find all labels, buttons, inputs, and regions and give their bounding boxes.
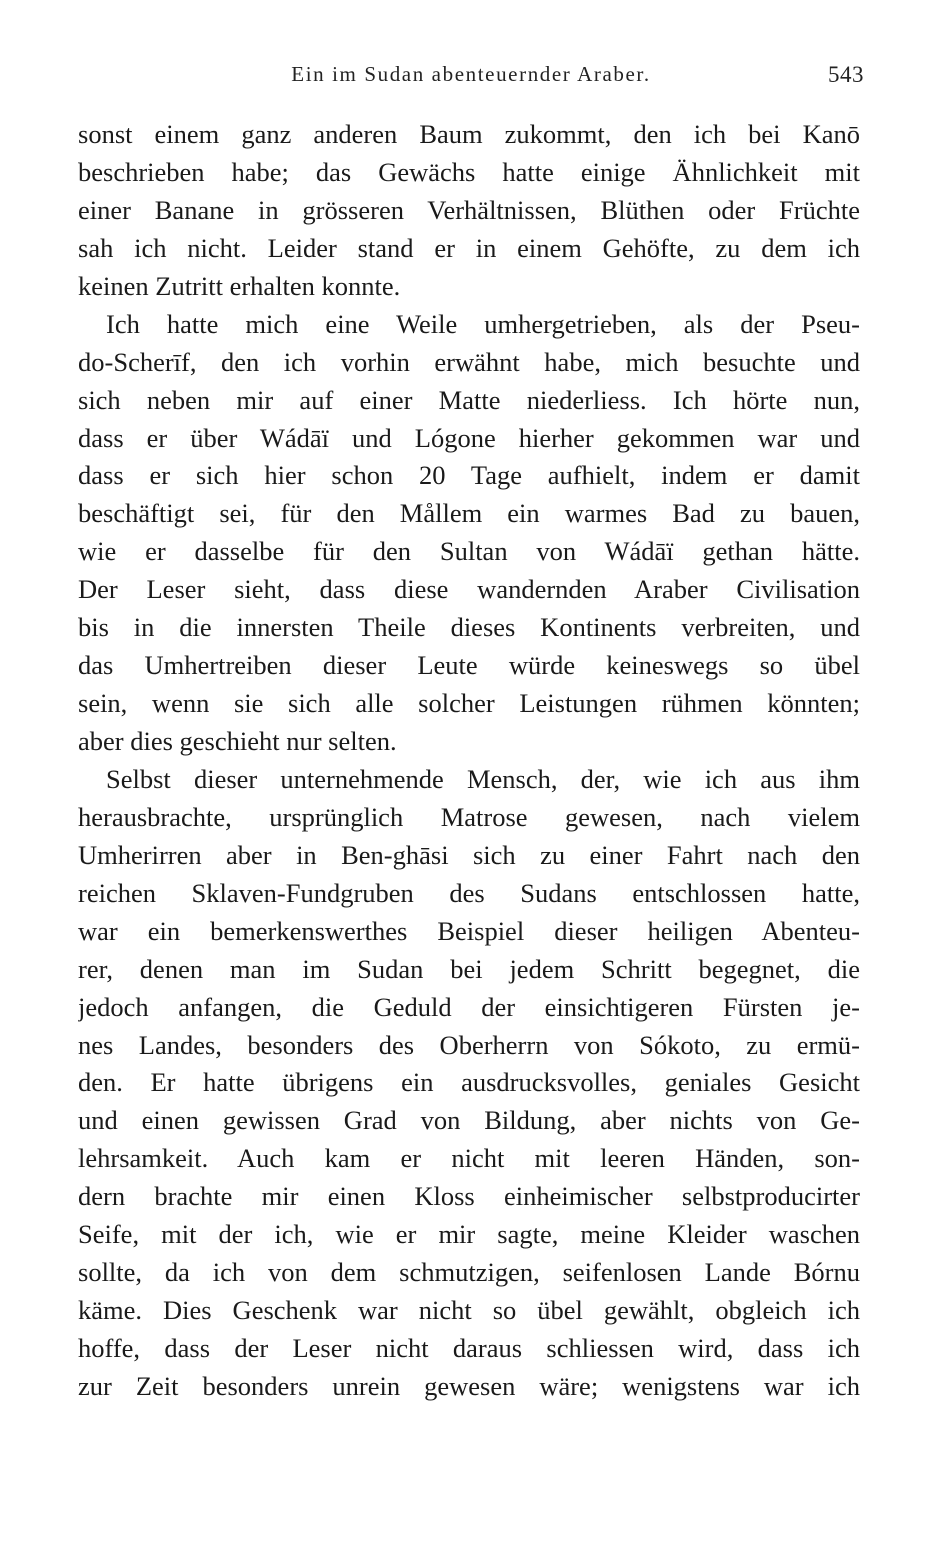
text-line: dern brachte mir einen Kloss einheimischer selbstproducirter <box>78 1181 860 1212</box>
text-line: sich neben mir auf einer Matte niederliess. Ich hörte nun, <box>78 384 860 415</box>
text-line: do-Scherīf, den ich vorhin erwähnt habe, mich besuchte und <box>78 346 860 377</box>
text-line: beschrieben habe; das Gewächs hatte einige Ähnlichkeit mit <box>78 156 860 187</box>
text-line: zur Zeit besonders unrein gewesen wäre; wenigstens war ich <box>78 1370 860 1401</box>
text-line: beschäftigt sei, für den Mållem ein warmes Bad zu bauen, <box>78 498 860 529</box>
text-line: den. Er hatte übrigens ein ausdrucksvolles, geniales Gesicht <box>78 1067 860 1098</box>
text-line: Selbst dieser unternehmende Mensch, der, wie ich aus ihm <box>106 763 860 794</box>
text-line: sonst einem ganz anderen Baum zukommt, den ich bei Kanō <box>78 119 860 149</box>
page-header <box>78 62 864 92</box>
text-line: sein, wenn sie sich alle solcher Leistungen rühmen könnten; <box>78 688 860 719</box>
text-line: einer Banane in grösseren Verhältnissen, Blüthen oder Früchte <box>78 194 860 225</box>
text-line: war ein bemerkenswerthes Beispiel dieser heiligen Abenteu- <box>78 915 860 946</box>
text-line: dass er über Wádāï und Lógone hierher gekommen war und <box>78 422 860 453</box>
page-number: 543 <box>828 62 864 87</box>
text-line: Umherirren aber in Ben-ghāsi sich zu einer Fahrt nach den <box>78 839 860 870</box>
text-line: herausbrachte, ursprünglich Matrose gewesen, nach vielem <box>78 801 860 832</box>
text-line: keinen Zutritt erhalten konnte. <box>78 270 401 301</box>
text-line: käme. Dies Geschenk war nicht so übel gewählt, obgleich ich <box>78 1295 860 1326</box>
text-line: sah ich nicht. Leider stand er in einem Gehöfte, zu dem ich <box>78 232 860 263</box>
text-line: Der Leser sieht, dass diese wandernden Araber Civilisation <box>78 574 860 605</box>
text-line: und einen gewissen Grad von Bildung, aber nichts von Ge- <box>78 1105 860 1136</box>
text-line: lehrsamkeit. Auch kam er nicht mit leeren Händen, son- <box>78 1143 860 1174</box>
text-line: aber dies geschieht nur selten. <box>78 726 397 756</box>
text-line: dass er sich hier schon 20 Tage aufhielt, indem er damit <box>78 460 860 491</box>
text-line: nes Landes, besonders des Oberherrn von Sókoto, zu ermü- <box>78 1029 860 1060</box>
text-line: bis in die innersten Theile dieses Kontinents verbreiten, und <box>78 612 860 643</box>
body-text <box>78 116 860 1406</box>
text-line: sollte, da ich von dem schmutzigen, seifenlosen Lande Bórnu <box>78 1257 860 1288</box>
text-line: wie er dasselbe für den Sultan von Wádāï gethan hätte. <box>78 536 860 567</box>
text-line: jedoch anfangen, die Geduld der einsichtigeren Fürsten je- <box>78 991 860 1022</box>
text-line: reichen Sklaven-Fundgruben des Sudans entschlossen hatte, <box>78 877 860 908</box>
text-line: hoffe, dass der Leser nicht daraus schliessen wird, dass ich <box>78 1333 860 1363</box>
text-line: Ich hatte mich eine Weile umhergetrieben, als der Pseu- <box>106 308 860 339</box>
text-line: Seife, mit der ich, wie er mir sagte, meine Kleider waschen <box>78 1219 860 1250</box>
text-line: das Umhertreiben dieser Leute würde keineswegs so übel <box>78 650 860 681</box>
text-line: rer, denen man im Sudan bei jedem Schritt begegnet, die <box>78 953 860 984</box>
running-title: Ein im Sudan abenteuernder Araber. <box>291 62 651 86</box>
